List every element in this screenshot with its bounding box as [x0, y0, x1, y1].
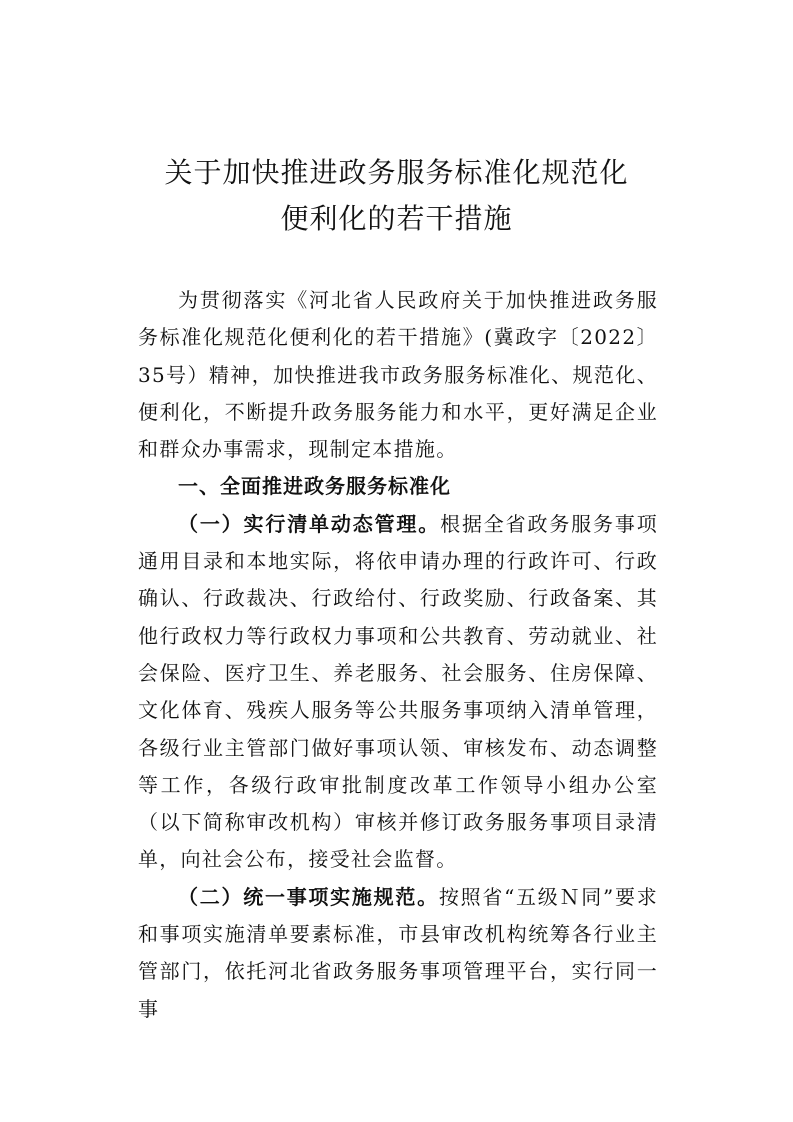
title-line-2: 便利化的若干措施 [280, 202, 513, 235]
item-1-paragraph [138, 506, 658, 879]
section-1-heading: 一、全面推进政务服务标准化 [178, 474, 451, 499]
title-line-1: 关于加快推进政务服务标准化规范化 [164, 156, 629, 189]
item-1-text: 根据全省政务服务事项通用目录和本地实际，将依申请办理的行政许可、行政确认、行政裁决、行政给付、行政奖励、行政备案、其他行政权力等行政权力事项和公共教育、劳动就业、社会保险、医疗卫生、养老服务、社会服务、住房保障、文化体育、残疾人服务等公共服务事项纳入清单管理，各级行业主管部门做好事项认领、审核发布、动态调整等工作，各级行政审批制度改革工作领导小组办公室（以下简称审改机构）审核并修订政务服务事项目录清单，向社会公布，接受社会监督。 [138, 511, 658, 872]
item-2-lead: （二）统一事项实施规范。 [178, 884, 439, 909]
item-1-lead: （一）实行清单动态管理。 [178, 511, 441, 536]
intro-paragraph: 为贯彻落实《河北省人民政府关于加快推进政务服务标准化规范化便利化的若干措施》(冀政字〔2022〕35号）精神，加快推进我市政务服务标准化、规范化、便利化，不断提升政务服务能力和水平，更好满足企业和群众办事需求，现制定本措施。 [138, 288, 658, 462]
document-body [138, 282, 658, 1028]
document-title [0, 150, 793, 242]
item-2-text: 按照省“五级Ｎ同”要求和事项实施清单要素标准，市县审改机构统筹各行业主管部门，依托河北省政务服务事项管理平台，实行同一事 [138, 884, 658, 1021]
item-2-paragraph [138, 879, 658, 1028]
